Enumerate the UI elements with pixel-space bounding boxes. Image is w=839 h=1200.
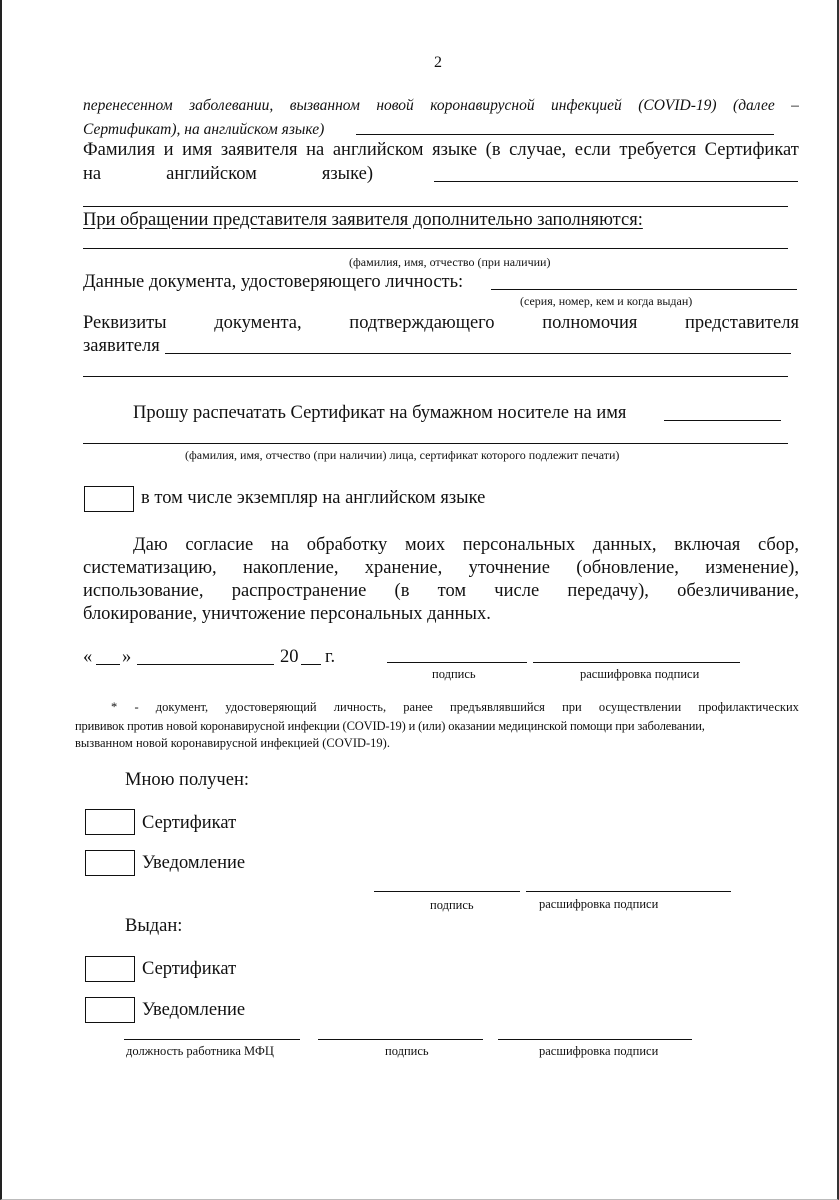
issued-certificate-checkbox[interactable] — [85, 956, 135, 982]
word: вызванном — [289, 97, 360, 114]
word: систематизацию, — [83, 558, 217, 578]
print-request-name-field[interactable] — [664, 420, 781, 421]
applicant-english-name-field-2[interactable] — [83, 206, 788, 207]
authority-document-line-1 — [83, 313, 799, 334]
representative-name-field[interactable] — [83, 248, 788, 249]
issued-signature-caption: подпись — [385, 1044, 429, 1058]
word: и — [163, 140, 174, 160]
issued-decoding-field[interactable] — [498, 1039, 692, 1040]
word: профилактических — [698, 700, 799, 714]
received-title: Мною получен: — [125, 770, 249, 790]
representative-name-caption: (фамилия, имя, отчество (при наличии) — [349, 255, 551, 269]
authority-document-field-2[interactable] — [83, 376, 788, 377]
word: (обновление, — [576, 558, 679, 578]
date-year-suffix: г. — [325, 647, 336, 667]
print-request-text: Прошу распечатать Сертификат на бумажном носителе на имя — [133, 403, 627, 423]
consent-line-4: блокирование, уничтожение персональных данных. — [83, 604, 491, 624]
representative-heading: При обращении представителя заявителя дополнительно заполняются: — [83, 210, 643, 230]
date-day-field[interactable] — [96, 664, 120, 665]
print-request-caption: (фамилия, имя, отчество (при наличии) лица, сертификат которого подлежит печати) — [185, 448, 620, 462]
word: полномочия — [542, 313, 638, 333]
received-notification-label: Уведомление — [142, 853, 246, 873]
word: использование, — [83, 581, 204, 601]
intro-line-2: Сертификат), на английском языке) — [83, 121, 325, 138]
received-notification-checkbox[interactable] — [85, 850, 135, 876]
english-copy-label: в том числе экземпляр на английском языке — [141, 488, 486, 508]
english-name-certificate-line[interactable] — [356, 134, 774, 135]
word: при — [562, 700, 582, 714]
word: представителя — [685, 313, 799, 333]
received-signature-field[interactable] — [374, 891, 520, 892]
id-document-caption: (серия, номер, кем и когда выдан) — [520, 294, 693, 308]
received-decoding-caption: расшифровка подписи — [539, 897, 659, 911]
word: (в — [394, 581, 410, 601]
issued-notification-checkbox[interactable] — [85, 997, 135, 1023]
word: Сертификат — [704, 140, 799, 160]
date-quote-open: « — [83, 647, 93, 667]
word: обезличивание, — [677, 581, 799, 601]
applicant-decoding-field[interactable] — [533, 662, 740, 663]
applicant-decoding-caption: расшифровка подписи — [580, 667, 700, 681]
id-document-field[interactable] — [491, 289, 797, 290]
intro-line-1-text — [83, 97, 799, 115]
word: языке — [432, 140, 478, 160]
word: на — [270, 535, 290, 555]
word: инфекцией — [551, 97, 622, 114]
word: английском — [332, 140, 424, 160]
id-document-label: Данные документа, удостоверяющего личность: — [83, 272, 464, 292]
print-request-name-field-2[interactable] — [83, 443, 788, 444]
word: обработку — [306, 535, 388, 555]
word: удостоверяющий — [225, 700, 317, 714]
applicant-english-name-field[interactable] — [434, 181, 798, 182]
word: – — [791, 97, 799, 114]
word: новой — [376, 97, 414, 114]
word: персональных — [462, 535, 576, 555]
word: (в — [485, 140, 501, 160]
issued-notification-label: Уведомление — [142, 1000, 246, 1020]
word: уточнение — [468, 558, 550, 578]
word: на — [306, 140, 325, 160]
issued-decoding-caption: расшифровка подписи — [539, 1044, 659, 1058]
word: Реквизиты — [83, 313, 167, 333]
issued-certificate-label: Сертификат — [142, 959, 237, 979]
word: сбор, — [757, 535, 799, 555]
footnote-line-2: прививок против новой коронавирусной инфекции (COVID-19) и (или) оказании медицинской помощи при заболевании, — [75, 719, 705, 733]
word: личность, — [333, 700, 387, 714]
footnote-line-3: вызванном новой коронавирусной инфекцией (COVID-19). — [75, 736, 390, 750]
word: английском — [166, 164, 257, 184]
applicant-english-name-line-1 — [83, 140, 799, 161]
word: ранее — [403, 700, 433, 714]
authority-document-line-2: заявителя — [83, 336, 160, 356]
word: Фамилия — [83, 140, 156, 160]
word: предъявлявшийся — [450, 700, 545, 714]
word: данных, — [592, 535, 657, 555]
word: заявителя — [220, 140, 298, 160]
word: на — [83, 164, 102, 184]
word: случае, — [509, 140, 567, 160]
authority-document-field[interactable] — [165, 353, 791, 354]
word: * — [111, 700, 118, 714]
consent-line-3 — [83, 581, 799, 602]
issued-signature-field[interactable] — [318, 1039, 483, 1040]
received-certificate-label: Сертификат — [142, 813, 237, 833]
issued-position-field[interactable] — [124, 1039, 300, 1040]
word: передачу), — [567, 581, 649, 601]
page-number: 2 — [434, 54, 442, 71]
received-signature-caption: подпись — [430, 898, 474, 912]
word: подтверждающего — [349, 313, 495, 333]
word: включая — [674, 535, 741, 555]
word: распространение — [231, 581, 367, 601]
date-year-prefix: 20 — [280, 647, 299, 667]
intro-line-1 — [83, 97, 799, 115]
word: требуется — [619, 140, 697, 160]
applicant-signature-field[interactable] — [387, 662, 527, 663]
word: - — [134, 700, 139, 714]
word: имя — [182, 140, 213, 160]
applicant-signature-caption: подпись — [432, 667, 476, 681]
issued-position-caption: должность работника МФЦ — [126, 1044, 274, 1058]
word: том — [437, 581, 467, 601]
word: числе — [494, 581, 540, 601]
word: заболевании, — [189, 97, 274, 114]
issued-title: Выдан: — [125, 916, 183, 936]
date-quote-close: » — [122, 647, 132, 667]
word: моих — [404, 535, 446, 555]
word: документа, — [214, 313, 302, 333]
word: согласие — [185, 535, 254, 555]
word: хранение, — [364, 558, 443, 578]
consent-line-2 — [83, 558, 799, 579]
word: (далее — [733, 97, 775, 114]
applicant-english-name-line-2 — [83, 164, 373, 185]
word: изменение), — [705, 558, 799, 578]
word: коронавирусной — [430, 97, 535, 114]
consent-line-1 — [133, 535, 799, 556]
word: перенесенном — [83, 97, 173, 114]
received-decoding-field[interactable] — [526, 891, 731, 892]
footnote-line-1 — [111, 700, 799, 715]
word: Даю — [133, 535, 168, 555]
word: осуществлении — [598, 700, 682, 714]
english-copy-checkbox[interactable] — [84, 486, 134, 512]
word: документ, — [155, 700, 209, 714]
word: если — [574, 140, 611, 160]
word: накопление, — [243, 558, 339, 578]
date-month-field[interactable] — [137, 664, 274, 665]
word: языке) — [321, 164, 373, 184]
word: (COVID-19) — [638, 97, 717, 114]
received-certificate-checkbox[interactable] — [85, 809, 135, 835]
date-year-field[interactable] — [301, 664, 321, 665]
